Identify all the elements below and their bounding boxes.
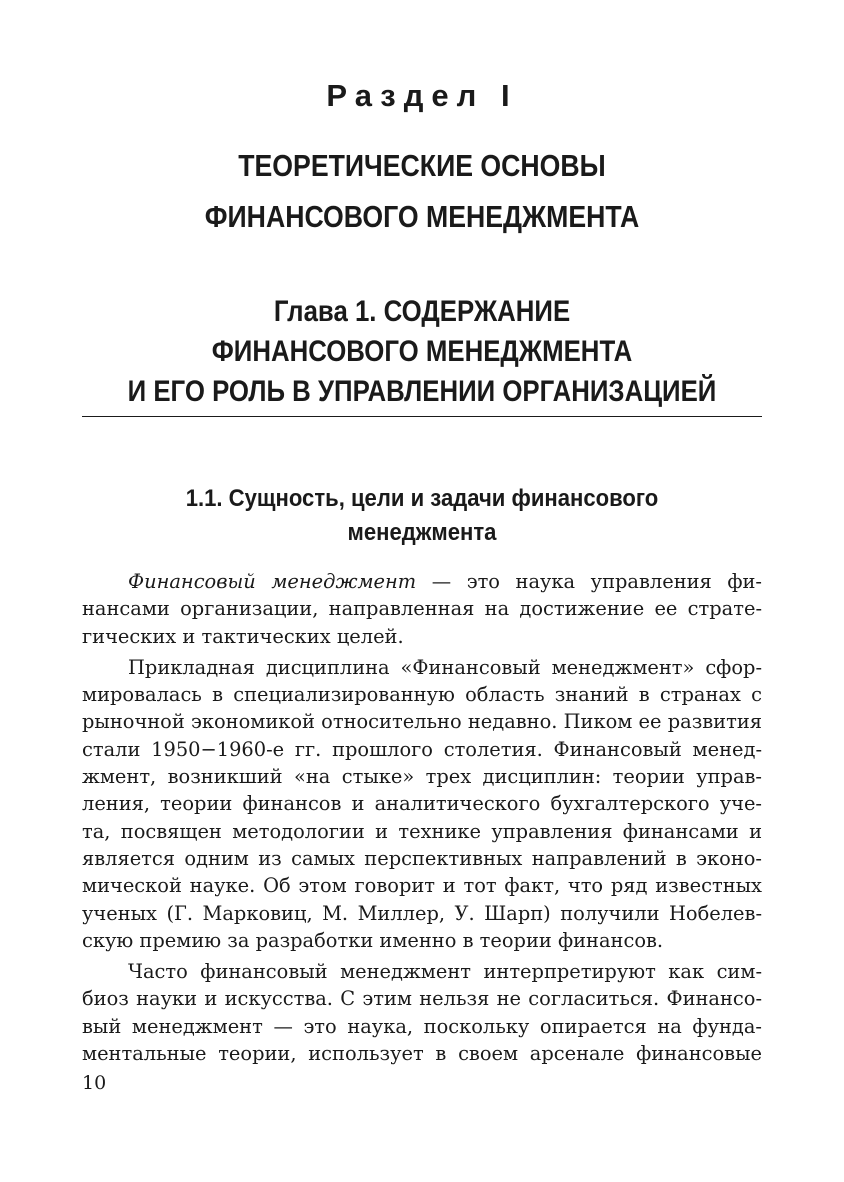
chapter-title-line-2: ФИНАНСОВОГО МЕНЕДЖМЕНТА bbox=[211, 335, 633, 368]
chapter-title-line-3: И ЕГО РОЛЬ В УПРАВЛЕНИИ ОРГАНИЗАЦИЕЙ bbox=[127, 375, 717, 408]
body-text bbox=[82, 568, 762, 1067]
paragraph-2-line: является одним из самых перспективных направлений в эконо- bbox=[82, 846, 762, 870]
paragraph-2-line: рыночной экономикой относительно недавно. Пиком ее развития bbox=[82, 710, 762, 734]
paragraph-1-line: гических и тактических целей. bbox=[82, 624, 404, 648]
page-number: 10 bbox=[82, 1072, 107, 1094]
chapter-title-line-1: Глава 1. СОДЕРЖАНИЕ bbox=[273, 295, 571, 328]
subsection-title bbox=[34, 482, 810, 550]
paragraph-3-line: вый менеджмент — это наука, поскольку опирается на фунда- bbox=[82, 1014, 762, 1038]
paragraph-2-line: ления, теории финансов и аналитического бухгалтерского уче- bbox=[82, 792, 762, 816]
subsection-title-line-2: менеджмента bbox=[347, 519, 497, 546]
paragraph-1-line: Финансовый менеджмент — это наука управления фи- bbox=[128, 570, 762, 593]
part-title-line-2: ФИНАНСОВОГО МЕНЕДЖМЕНТА bbox=[204, 199, 640, 234]
paragraph-1-line: нансами организации, направленная на достижение ее страте- bbox=[82, 597, 762, 621]
paragraph-3-line: ментальные теории, использует в своем арсенале финансовые bbox=[82, 1042, 762, 1066]
section-label: Раздел I bbox=[326, 78, 518, 113]
part-title bbox=[59, 140, 785, 242]
paragraph-2-line: та, посвящен методологии и технике управления финансами и bbox=[82, 819, 762, 843]
paragraph-3-line: биоз науки и искусства. С этим нельзя не согласиться. Финансо- bbox=[82, 987, 762, 1011]
paragraph-2-line: Прикладная дисциплина «Финансовый менеджмент» сфор- bbox=[128, 655, 762, 679]
paragraph-2-line: скую премию за разработки именно в теории финансов. bbox=[82, 928, 664, 952]
paragraph-2-line: ученых (Г. Марковиц, М. Миллер, У. Шарп) получили Нобелев- bbox=[82, 901, 762, 925]
subsection-title-line-1: 1.1. Сущность, цели и задачи финансового bbox=[185, 485, 659, 512]
paragraph-2-line: мической науке. Об этом говорит и тот факт, что ряд известных bbox=[82, 874, 762, 898]
paragraph-2-line: жмент, возникший «на стыке» трех дисциплин: теории управ- bbox=[82, 765, 762, 789]
paragraph-3-line: Часто финансовый менеджмент интерпретируют как сим- bbox=[128, 960, 762, 984]
defined-term: Финансовый менеджмент bbox=[128, 570, 417, 593]
part-title-line-1: ТЕОРЕТИЧЕСКИЕ ОСНОВЫ bbox=[238, 148, 606, 183]
chapter-title bbox=[59, 292, 785, 412]
paragraph-2-line: мировалась в специализированную область знаний в странах с bbox=[82, 683, 762, 707]
chapter-divider bbox=[82, 416, 762, 417]
paragraph-2-line: стали 1950−1960-е гг. прошлого столетия. Финансовый менед- bbox=[82, 737, 762, 761]
